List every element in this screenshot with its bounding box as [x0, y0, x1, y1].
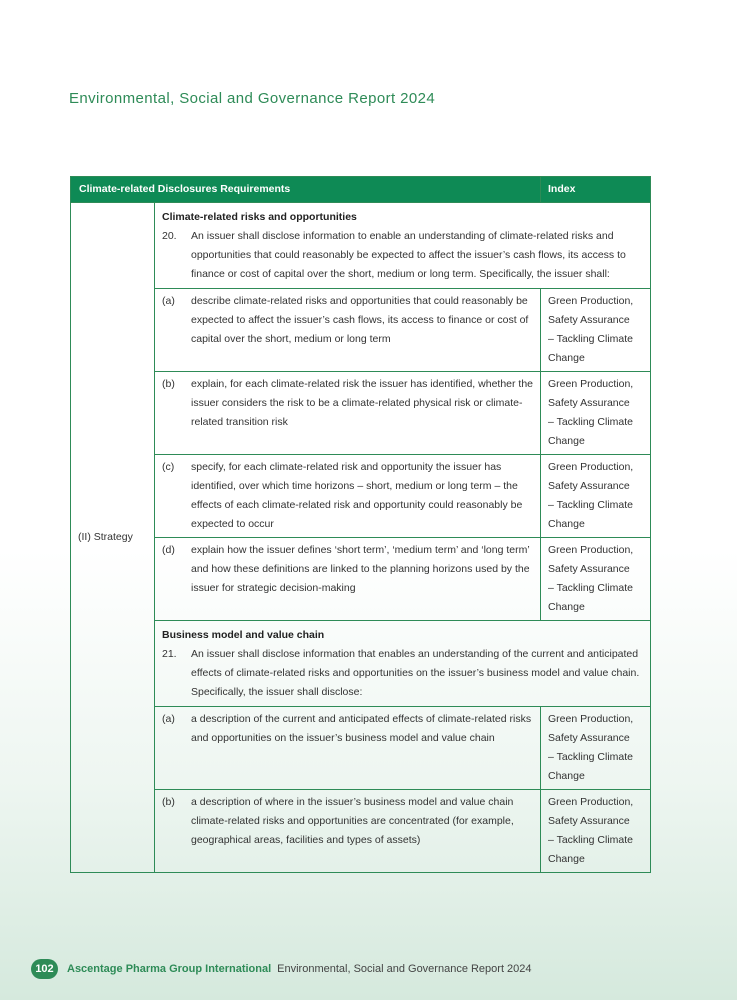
index-cell — [541, 790, 651, 873]
index-line: – Tackling Climate — [548, 416, 634, 428]
item-text: describe climate-related risks and opportunities that could reasonably be expected to affect the issuer’s cash flows, its access to finance or cost of capital over the short, medium or long term — [191, 295, 529, 345]
group-heading: Business model and value chain — [162, 629, 325, 641]
item-text: specify, for each climate-related risk and opportunity the issuer has identified, over which time horizons – short, medium or long term – the effects of each climate-related risk and opportunity could reasonably be expected to occur — [191, 461, 523, 530]
index-line: Safety Assurance — [548, 815, 630, 827]
page-number-badge: 102 — [31, 959, 58, 979]
index-cell — [541, 707, 651, 790]
index-cell — [541, 538, 651, 621]
index-line: Green Production, — [548, 378, 634, 390]
requirement-item — [155, 289, 541, 372]
item-text: a description of the current and anticipated effects of climate-related risks and opportunities on the issuer’s business model and value chain — [191, 713, 532, 744]
index-line: – Tackling Climate — [548, 582, 634, 594]
item-label: (c) — [162, 461, 175, 473]
index-line: – Tackling Climate — [548, 333, 634, 345]
table-row — [71, 790, 651, 873]
index-cell — [541, 289, 651, 372]
requirement-number: 20. — [162, 230, 177, 242]
requirement-text: An issuer shall disclose information to enable an understanding of climate-related risks and opportunities that could reasonably be expected to affect the issuer’s cash flows, its access to finance or cost of capital over the short, medium or long term. Specifically, the issuer shall: — [191, 230, 626, 280]
group-intro-business-model — [155, 621, 651, 707]
item-label: (d) — [162, 544, 175, 556]
table-row — [71, 289, 651, 372]
requirement-number: 21. — [162, 648, 177, 660]
table-row — [71, 707, 651, 790]
index-line: Change — [548, 518, 585, 530]
disclosures-table — [70, 176, 651, 873]
index-line: Green Production, — [548, 544, 634, 556]
group-intro-row — [71, 203, 651, 289]
footer-company: Ascentage Pharma Group International — [67, 963, 272, 975]
page-footer — [31, 959, 532, 979]
table-row — [71, 538, 651, 621]
index-line: Green Production, — [548, 713, 634, 725]
item-text: explain, for each climate-related risk the issuer has identified, whether the issuer considers the risk to be a climate-related physical risk or climate-related transition risk — [191, 378, 534, 428]
requirement-item — [155, 538, 541, 621]
requirement-item — [155, 455, 541, 538]
table-header-row — [71, 177, 651, 203]
table-row — [71, 372, 651, 455]
requirement-text: An issuer shall disclose information that enables an understanding of the current and anticipated effects of climate-related risks and opportunities on the issuer’s business model and value chain. Specifically, the issuer shall disclose: — [191, 648, 640, 698]
item-label: (b) — [162, 796, 175, 808]
column-header-index: Index — [541, 177, 651, 203]
running-header-title: Environmental, Social and Governance Report 2024 — [69, 90, 436, 107]
index-line: Safety Assurance — [548, 397, 630, 409]
index-line: Safety Assurance — [548, 314, 630, 326]
table-row — [71, 455, 651, 538]
index-line: Safety Assurance — [548, 480, 630, 492]
index-line: – Tackling Climate — [548, 834, 634, 846]
index-line: Change — [548, 770, 585, 782]
index-line: Safety Assurance — [548, 732, 630, 744]
requirement-item — [155, 372, 541, 455]
index-line: Change — [548, 352, 585, 364]
index-line: Change — [548, 853, 585, 865]
footer-report-title: Environmental, Social and Governance Report 2024 — [277, 963, 532, 975]
index-cell — [541, 372, 651, 455]
requirement-item — [155, 707, 541, 790]
section-label-strategy: (II) Strategy — [71, 203, 155, 873]
column-header-requirements: Climate-related Disclosures Requirements — [71, 177, 541, 203]
item-label: (a) — [162, 295, 175, 307]
index-line: Change — [548, 435, 585, 447]
index-cell — [541, 455, 651, 538]
index-line: Green Production, — [548, 461, 634, 473]
item-label: (a) — [162, 713, 175, 725]
group-intro-climate-risks — [155, 203, 651, 289]
index-line: Change — [548, 601, 585, 613]
item-label: (b) — [162, 378, 175, 390]
group-heading: Climate-related risks and opportunities — [162, 211, 357, 223]
index-line: Safety Assurance — [548, 563, 630, 575]
requirement-item — [155, 790, 541, 873]
index-line: – Tackling Climate — [548, 499, 634, 511]
item-text: explain how the issuer defines ‘short term’, ‘medium term’ and ‘long term’ and how these definitions are linked to the planning horizons used by the issuer for strategic decision-making — [191, 544, 530, 594]
index-line: Green Production, — [548, 295, 634, 307]
group-intro-row — [71, 621, 651, 707]
index-line: – Tackling Climate — [548, 751, 634, 763]
item-text: a description of where in the issuer’s business model and value chain climate-related risks and opportunities are concentrated (for example, geographical areas, facilities and types of assets) — [191, 796, 514, 846]
index-line: Green Production, — [548, 796, 634, 808]
